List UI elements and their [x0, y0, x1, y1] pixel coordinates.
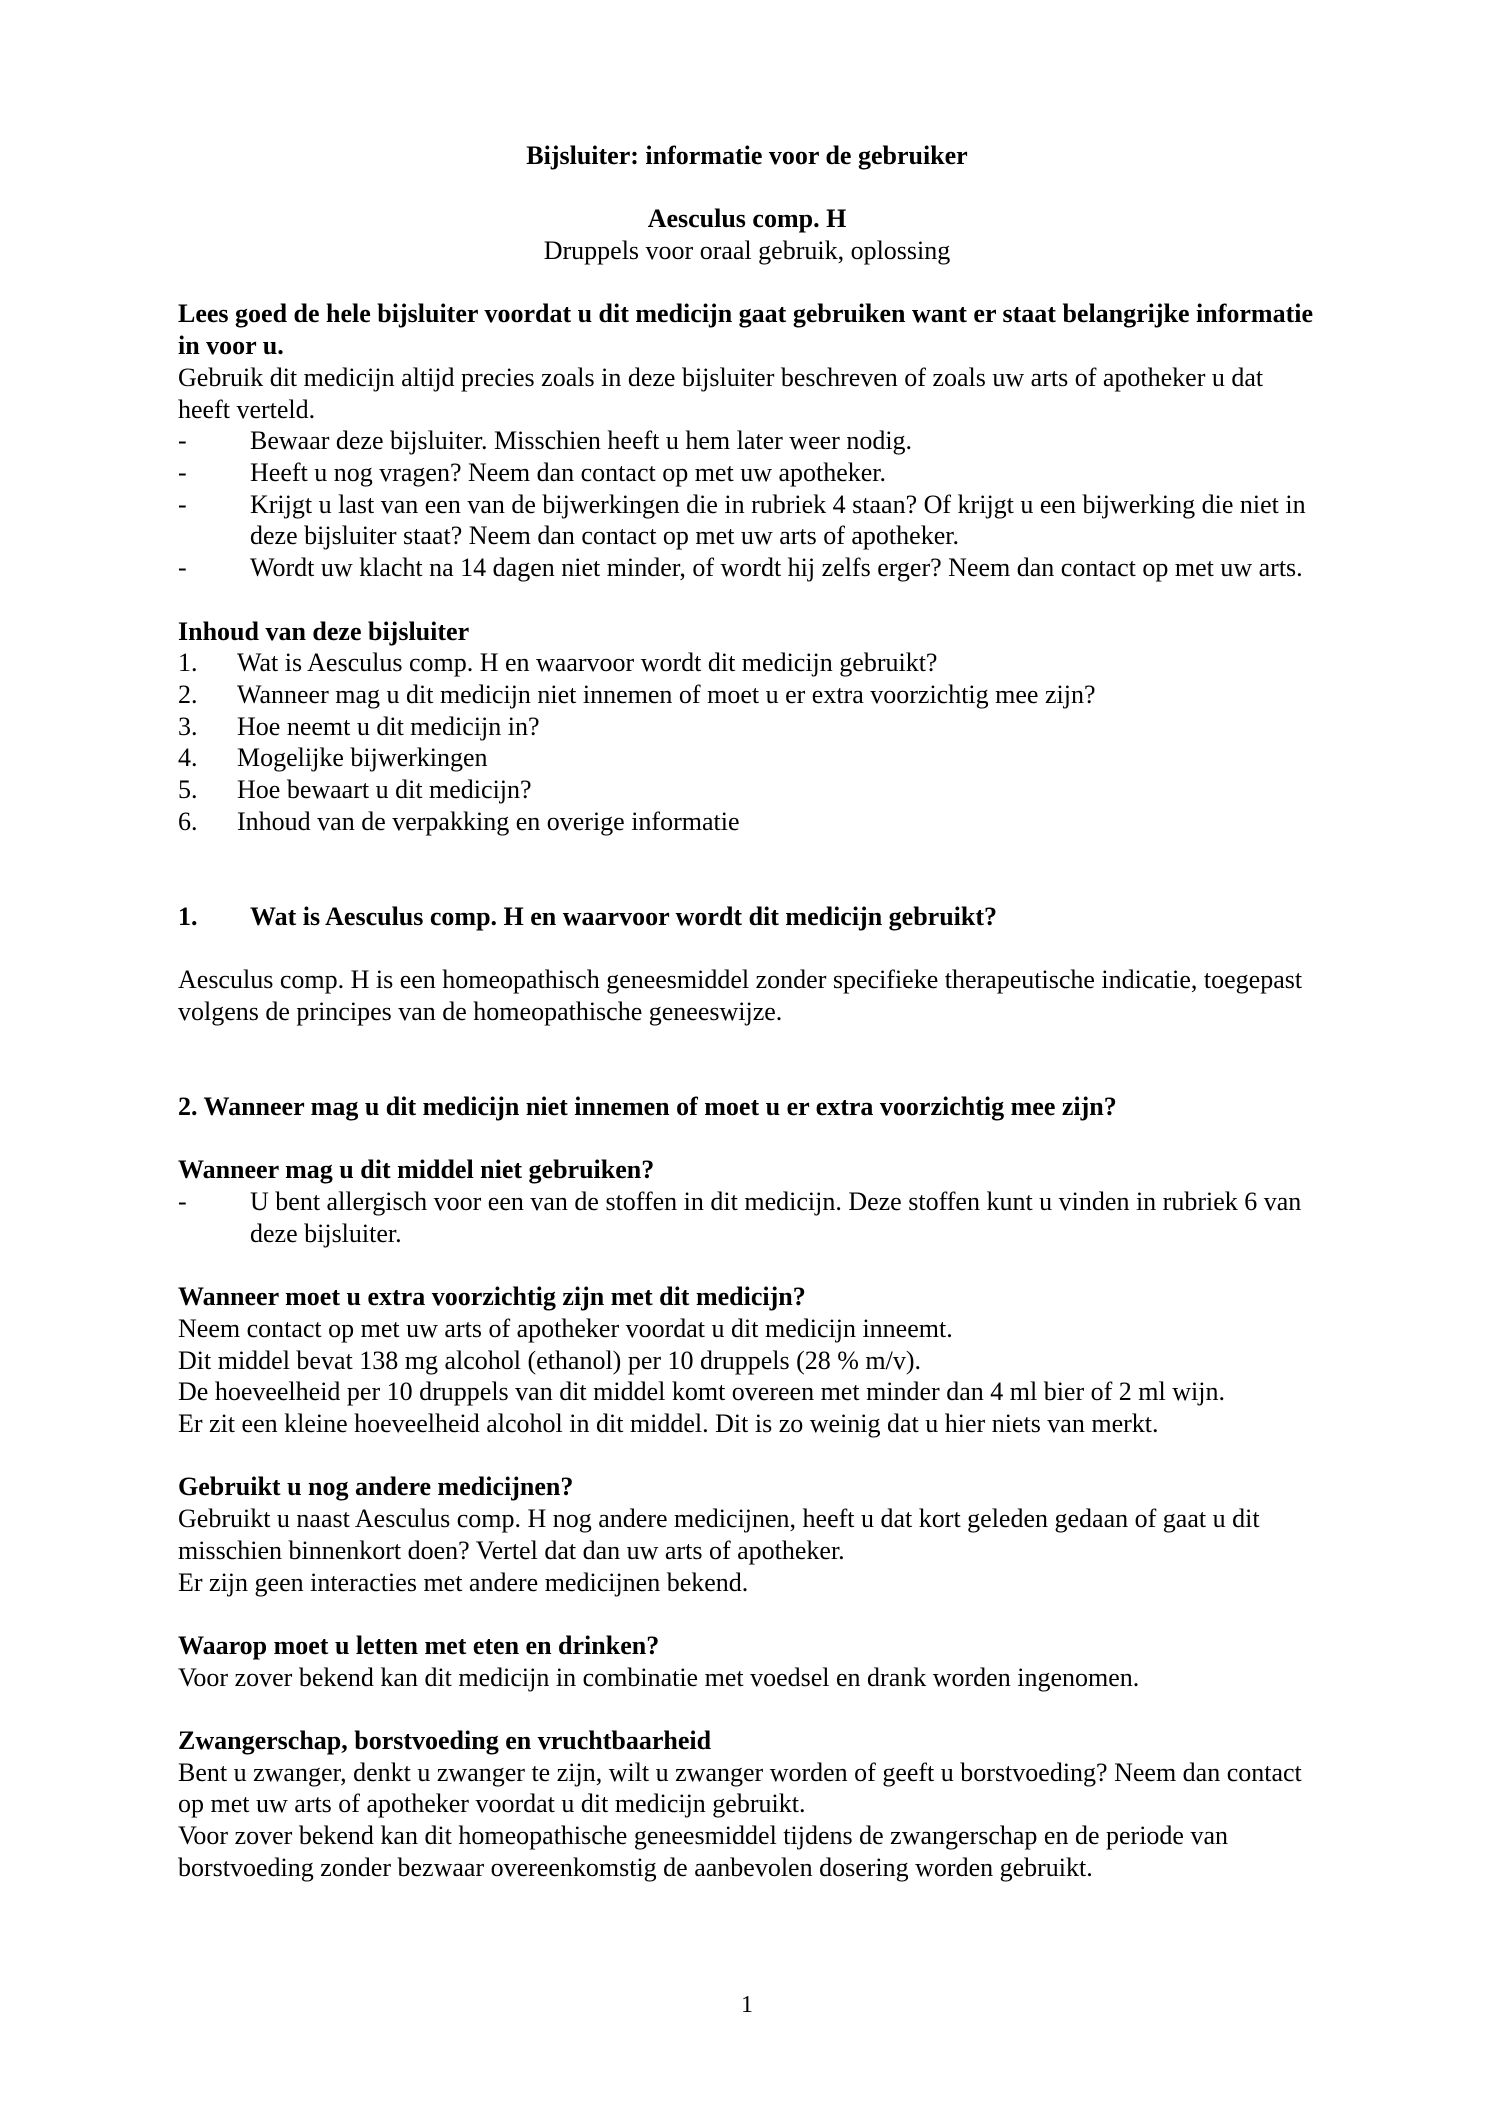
caution-line: Er zit een kleine hoeveelheid alcohol in dit middel. Dit is zo weinig dat u hier niets van merkt. — [178, 1409, 1159, 1438]
list-item-text: Wordt uw klacht na 14 dagen niet minder, of wordt hij zelfs erger? Neem dan contact op met uw arts. — [250, 553, 1303, 583]
toc-item — [178, 679, 1316, 711]
caution-line: Dit middel bevat 138 mg alcohol (ethanol) per 10 druppels (28 % m/v). — [178, 1345, 921, 1375]
subheading-not-use: Wanneer mag u dit middel niet gebruiken? — [178, 1155, 655, 1185]
list-item — [178, 552, 1316, 584]
intro-lead: Lees goed de hele bijsluiter voordat u dit medicijn gaat gebruiken want er staat belangrijke informatie in voor u. — [178, 299, 1314, 361]
dash-marker: - — [178, 458, 187, 487]
other-medicines-line: Gebruikt u naast Aesculus comp. H nog andere medicijnen, heeft u dat kort geleden gedaan of gaat u dit misschien binnenkort doen? Vertel dat dan uw arts of apotheker. — [178, 1504, 1260, 1565]
toc-item-label: Wanneer mag u dit medicijn niet innemen of moet u er extra voorzichtig mee zijn? — [237, 679, 1096, 709]
list-item — [178, 425, 1316, 457]
subheading-other-medicines: Gebruikt u nog andere medicijnen? — [178, 1472, 574, 1502]
subheading-food-drink: Waarop moet u letten met eten en drinken? — [178, 1630, 660, 1660]
list-item-text: Heeft u nog vragen? Neem dan contact op met uw apotheker. — [250, 458, 887, 487]
list-item-text: U bent allergisch voor een van de stoffen in dit medicijn. Deze stoffen kunt u vinden in rubriek 6 van deze bijsluiter. — [250, 1187, 1302, 1248]
toc-item-number: 3. — [178, 711, 198, 741]
toc-item-label: Mogelijke bijwerkingen — [237, 743, 488, 773]
toc-item-number: 1. — [178, 648, 198, 678]
dash-marker: - — [178, 489, 187, 519]
toc-item-number: 4. — [178, 743, 198, 773]
list-item-text: Krijgt u last van een van de bijwerkingen die in rubriek 4 staan? Of krijgt u een bijwerking die niet in deze bijsluiter staat? Neem dan contact op met uw arts of apotheker. — [250, 489, 1306, 551]
toc-item-label: Hoe neemt u dit medicijn in? — [237, 711, 540, 741]
toc-item — [178, 742, 1316, 774]
toc-item — [178, 806, 1316, 838]
product-name: Aesculus comp. H — [647, 204, 847, 234]
product-form: Druppels voor oraal gebruik, oplossing — [543, 236, 951, 266]
list-item — [178, 457, 1316, 489]
toc-item-label: Hoe bewaart u dit medicijn? — [237, 775, 532, 805]
toc-heading: Inhoud van deze bijsluiter — [178, 616, 470, 646]
caution-line: De hoeveelheid per 10 druppels van dit middel komt overeen met minder dan 4 ml bier of 2 ml wijn. — [178, 1377, 1225, 1407]
pregnancy-line: Bent u zwanger, denkt u zwanger te zijn, wilt u zwanger worden of geeft u borstvoeding? Neem dan contact op met uw arts of apotheker voordat u dit medicijn gebruikt. — [178, 1757, 1302, 1819]
toc-item-number: 6. — [178, 806, 198, 836]
subheading-caution: Wanneer moet u extra voorzichtig zijn met dit medicijn? — [178, 1282, 806, 1312]
section-1-number: 1. — [178, 901, 198, 931]
dash-marker: - — [178, 426, 187, 456]
section-1-body: Aesculus comp. H is een homeopathisch geneesmiddel zonder specifieke therapeutische indicatie, toegepast volgens de principes van de homeopathische geneeswijze. — [178, 965, 1303, 1026]
list-item — [178, 1186, 1316, 1249]
caution-line: Neem contact op met uw arts of apotheker voordat u dit medicijn inneemt. — [178, 1313, 953, 1343]
page-title: Bijsluiter: informatie voor de gebruiker — [526, 141, 968, 170]
section-2-heading: 2. Wanneer mag u dit medicijn niet innemen of moet u er extra voorzichtig mee zijn? — [178, 1092, 1117, 1121]
toc-item — [178, 647, 1316, 679]
dash-marker: - — [178, 553, 187, 583]
page-number: 1 — [741, 1992, 753, 2018]
other-medicines-line: Er zijn geen interacties met andere medicijnen bekend. — [178, 1567, 749, 1597]
toc-item-number: 5. — [178, 775, 198, 805]
pregnancy-line: Voor zover bekend kan dit homeopathische geneesmiddel tijdens de zwangerschap en de periode van borstvoeding zonder bezwaar overeenkomstig de aanbevolen dosering worden gebruikt. — [178, 1821, 1228, 1882]
toc-item-label: Inhoud van de verpakking en overige informatie — [237, 806, 740, 836]
section-1-heading-text: Wat is Aesculus comp. H en waarvoor wordt dit medicijn gebruikt? — [250, 901, 998, 931]
food-drink-line: Voor zover bekend kan dit medicijn in combinatie met voedsel en drank worden ingenomen. — [178, 1662, 1140, 1692]
intro-usage: Gebruik dit medicijn altijd precies zoals in deze bijsluiter beschreven of zoals uw arts of apotheker u dat heeft verteld. — [178, 362, 1264, 424]
list-item — [178, 489, 1316, 552]
section-1-heading — [178, 901, 1316, 933]
list-item-text: Bewaar deze bijsluiter. Misschien heeft u hem later weer nodig. — [250, 426, 913, 456]
toc-item — [178, 711, 1316, 743]
toc-item — [178, 774, 1316, 806]
toc-item-number: 2. — [178, 679, 198, 709]
subheading-pregnancy: Zwangerschap, borstvoeding en vruchtbaarheid — [178, 1725, 712, 1755]
toc-item-label: Wat is Aesculus comp. H en waarvoor wordt dit medicijn gebruikt? — [237, 648, 938, 678]
dash-marker: - — [178, 1187, 187, 1217]
